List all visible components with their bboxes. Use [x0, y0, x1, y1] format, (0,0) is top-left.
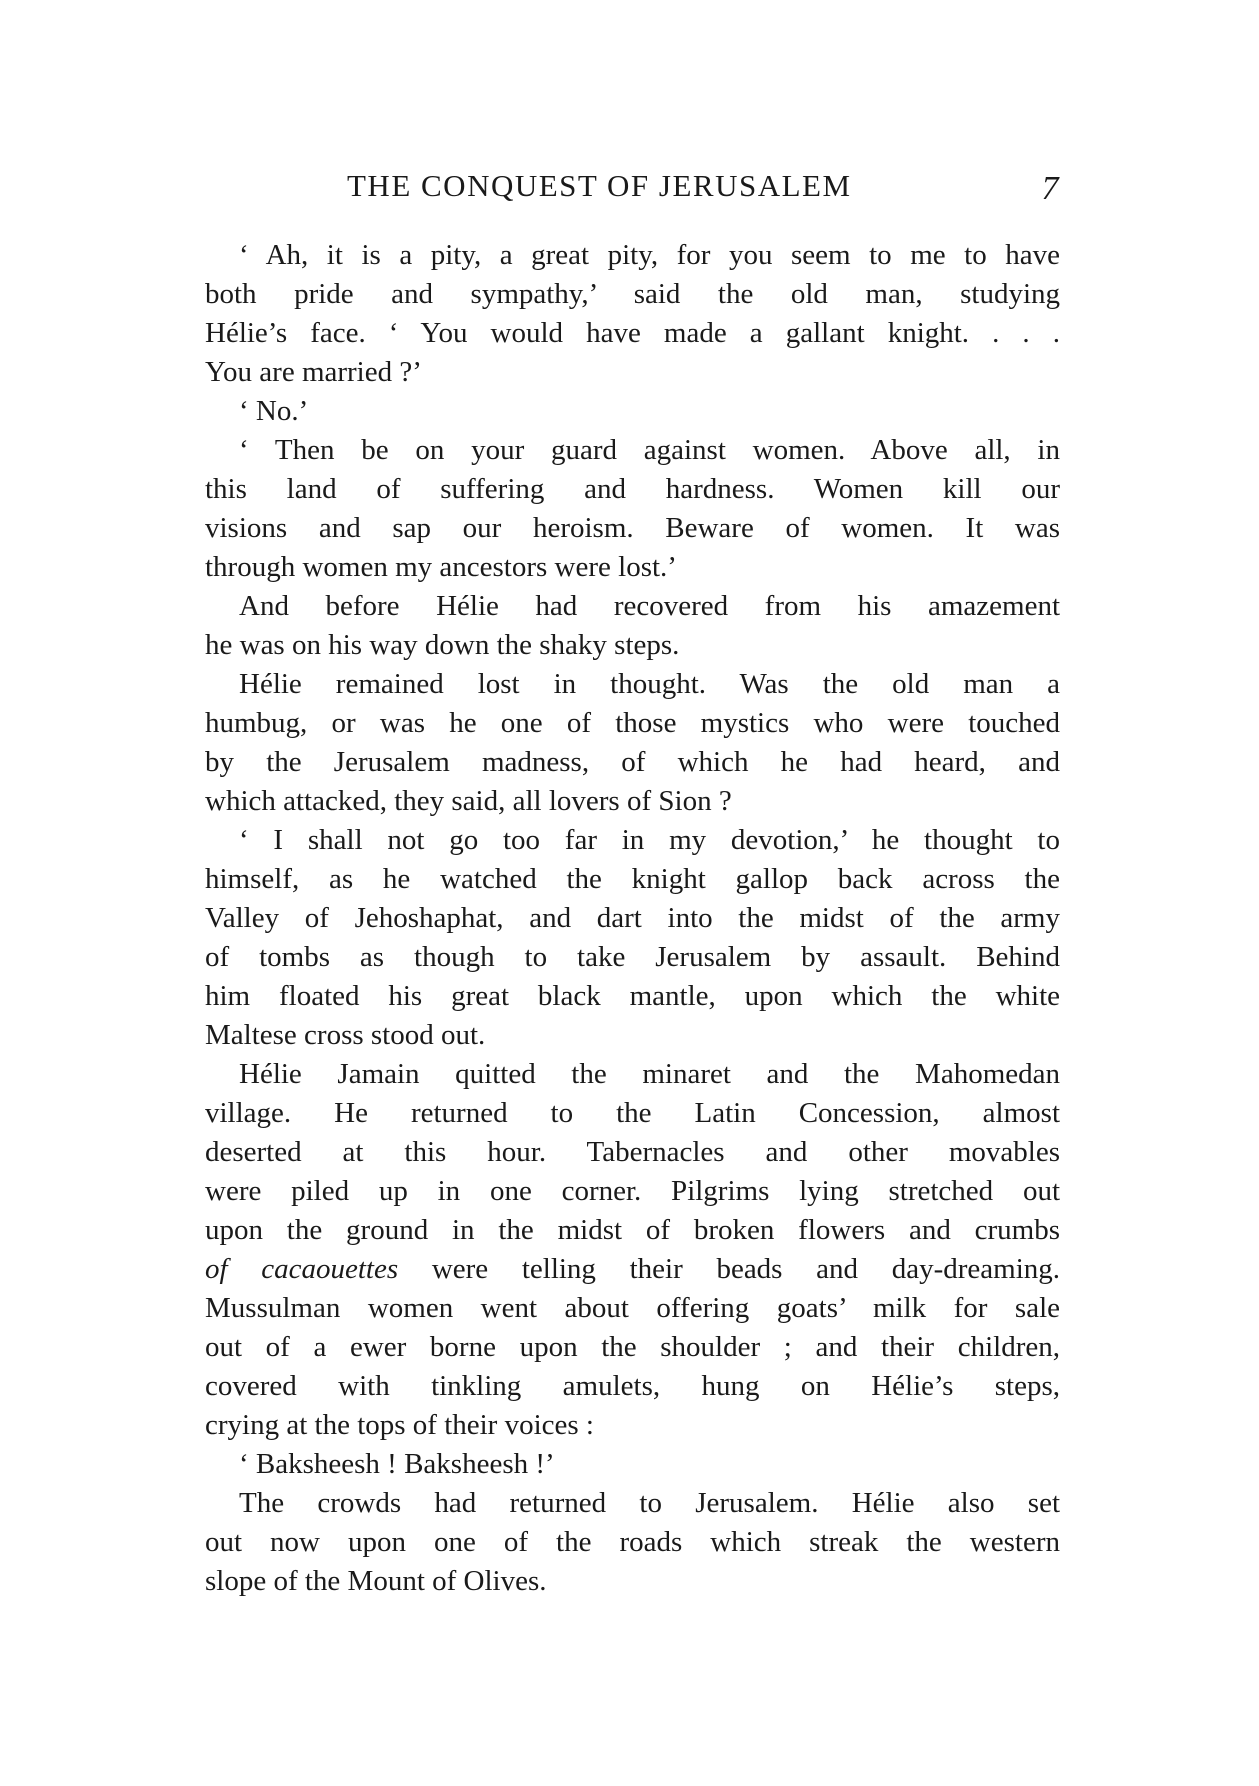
text-line: visions and sap our heroism. Beware of women. It was	[205, 512, 1060, 544]
text-line: ‘ No.’	[239, 395, 309, 427]
text-line-with-italic	[205, 1250, 1060, 1289]
text-line: he was on his way down the shaky steps.	[205, 629, 680, 661]
text-line: Mussulman women went about offering goats’ milk for sale	[205, 1292, 1060, 1324]
text-line-rest: were telling their beads and day-dreaming.	[431, 1253, 1060, 1285]
text-line: covered with tinkling amulets, hung on Hélie’s steps,	[205, 1370, 1060, 1402]
text-line: of tombs as though to take Jerusalem by assault. Behind	[205, 941, 1060, 973]
text-line: both pride and sympathy,’ said the old man, studying	[205, 278, 1060, 310]
text-line: humbug, or was he one of those mystics who were touched	[205, 707, 1060, 739]
text-line: deserted at this hour. Tabernacles and other movables	[205, 1136, 1060, 1168]
text-line: ‘ Baksheesh ! Baksheesh !’	[239, 1448, 555, 1480]
text-line: ‘ Ah, it is a pity, a great pity, for you seem to me to have	[239, 239, 1060, 271]
text-line: out of a ewer borne upon the shoulder ; and their children,	[205, 1331, 1060, 1363]
text-line: this land of suffering and hardness. Women kill our	[205, 473, 1060, 505]
text-line: slope of the Mount of Olives.	[205, 1565, 547, 1597]
text-line: him floated his great black mantle, upon which the white	[205, 980, 1060, 1012]
italic-phrase: of cacaouettes	[205, 1253, 399, 1285]
page-number: 7	[1041, 170, 1060, 207]
text-line: upon the ground in the midst of broken flowers and crumbs	[205, 1214, 1060, 1246]
text-line: ‘ Then be on your guard against women. Above all, in	[239, 434, 1060, 466]
text-line: through women my ancestors were lost.’	[205, 551, 677, 583]
text-line: Hélie Jamain quitted the minaret and the Mahomedan	[239, 1058, 1060, 1090]
running-head	[205, 168, 1060, 212]
text-line: which attacked, they said, all lovers of Sion ?	[205, 785, 732, 817]
text-line: village. He returned to the Latin Concession, almost	[205, 1097, 1060, 1129]
text-line: himself, as he watched the knight gallop back across the	[205, 863, 1060, 895]
text-line: were piled up in one corner. Pilgrims lying stretched out	[205, 1175, 1060, 1207]
text-line: And before Hélie had recovered from his amazement	[239, 590, 1060, 622]
text-body	[205, 236, 1060, 1601]
text-line: by the Jerusalem madness, of which he had heard, and	[205, 746, 1060, 778]
page-title: THE CONQUEST OF JERUSALEM	[347, 168, 852, 203]
text-line: Valley of Jehoshaphat, and dart into the midst of the army	[205, 902, 1060, 934]
text-line: Maltese cross stood out.	[205, 1019, 486, 1051]
text-line: ‘ I shall not go too far in my devotion,’ he thought to	[239, 824, 1060, 856]
text-line: Hélie remained lost in thought. Was the old man a	[239, 668, 1060, 700]
text-line: The crowds had returned to Jerusalem. Hélie also set	[239, 1487, 1060, 1519]
text-line: Hélie’s face. ‘ You would have made a gallant knight. . . .	[205, 317, 1060, 349]
text-line: You are married ?’	[205, 356, 422, 388]
text-line: out now upon one of the roads which streak the western	[205, 1526, 1060, 1558]
text-line: crying at the tops of their voices :	[205, 1409, 594, 1441]
